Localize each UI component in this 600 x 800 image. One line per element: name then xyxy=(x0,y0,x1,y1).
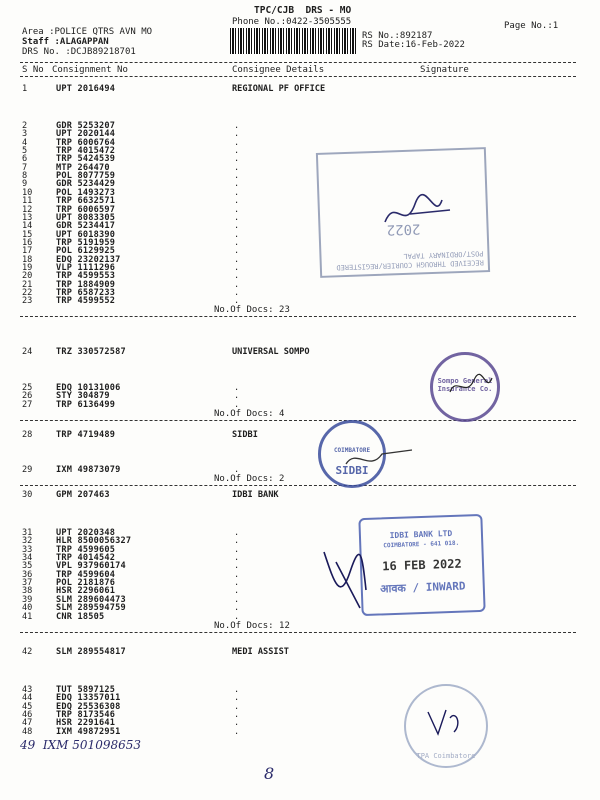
list-item xyxy=(22,726,240,737)
consignment-number: VLP 1111296 xyxy=(56,262,116,273)
signature-pf xyxy=(380,192,460,232)
list-item xyxy=(22,85,222,94)
consignment-number: GDR 5234429 xyxy=(56,179,116,190)
signature-placeholder: . xyxy=(234,718,240,729)
signature-placeholder: . xyxy=(234,594,240,605)
signature-placeholder: . xyxy=(234,701,240,712)
consignment-number: VPL 937960174 xyxy=(56,561,126,572)
signature-placeholder: . xyxy=(234,279,240,290)
serial-number: 27 xyxy=(22,399,33,410)
serial-number: 2 xyxy=(22,121,28,131)
serial-number: 22 xyxy=(22,288,33,298)
document-title: TPC/CJB DRS - MO xyxy=(254,5,352,16)
serial-number: 17 xyxy=(22,246,33,257)
signature-placeholder: . xyxy=(234,603,240,614)
consignment-number: EDQ 13357011 xyxy=(56,693,121,704)
serial-number: 28 xyxy=(22,430,33,440)
list-item xyxy=(22,465,240,475)
list-item xyxy=(22,431,222,440)
serial-number: 43 xyxy=(22,685,33,695)
consignment-number: STY 304879 xyxy=(56,391,110,402)
signature-placeholder: . xyxy=(234,129,240,140)
serial-number: 10 xyxy=(22,187,33,198)
serial-number: 8 xyxy=(22,171,28,182)
consignment-number: TRP 4599604 xyxy=(56,569,116,580)
signature-placeholder: . xyxy=(234,399,240,410)
consignment-number: UPT 2020144 xyxy=(56,129,116,140)
serial-number: 5 xyxy=(22,146,28,157)
signature-placeholder: . xyxy=(234,569,240,580)
handwritten-entry: 49 IXM 501098653 xyxy=(20,738,141,752)
phone-number: Phone No.:0422-3505555 xyxy=(232,17,352,27)
consignment-number: IXM 49873079 xyxy=(56,465,121,475)
serial-number: 29 xyxy=(22,465,33,475)
signature-placeholder: . xyxy=(234,611,240,622)
group-divider xyxy=(20,632,576,633)
divider xyxy=(20,62,576,63)
consignee-name: MEDI ASSIST xyxy=(232,647,289,657)
col-consignee: Consignee Details xyxy=(232,65,325,75)
serial-number: 18 xyxy=(22,254,33,265)
serial-number: 39 xyxy=(22,594,33,605)
serial-number: 11 xyxy=(22,196,33,207)
group-divider xyxy=(20,485,576,486)
consignment-number: GDR 5234417 xyxy=(56,221,116,232)
signature-placeholder: . xyxy=(234,162,240,173)
serial-number: 42 xyxy=(22,647,33,657)
idbi-stamp xyxy=(358,514,485,616)
signature-placeholder: . xyxy=(234,693,240,704)
consignment-number: TRZ 330572587 xyxy=(56,347,126,357)
signature-placeholder: . xyxy=(234,121,240,131)
signature-placeholder: . xyxy=(234,726,240,737)
signature-placeholder: . xyxy=(234,586,240,597)
medi-stamp-text: TPA Coimbatore xyxy=(416,752,476,760)
consignment-number: GPM 207463 xyxy=(56,490,110,500)
consignee-name: IDBI BANK xyxy=(232,490,279,500)
signature-placeholder: . xyxy=(234,391,240,402)
serial-number: 24 xyxy=(22,347,33,357)
signature-placeholder: . xyxy=(234,544,240,555)
consignment-number: POL 1493273 xyxy=(56,187,116,198)
signature-placeholder: . xyxy=(234,383,240,393)
list-item xyxy=(22,399,240,410)
consignee-name: REGIONAL PF OFFICE xyxy=(232,84,326,94)
serial-number: 41 xyxy=(22,611,33,622)
consignment-number: TRP 1884909 xyxy=(56,279,116,290)
serial-number: 31 xyxy=(22,528,33,538)
pf-stamp-text: RECEIVED THROUGH COURIER/REGISTERED POST/ORDINARY TAPAL xyxy=(336,249,484,272)
signature-placeholder: . xyxy=(234,154,240,165)
serial-number: 36 xyxy=(22,569,33,580)
group-divider xyxy=(20,316,576,317)
serial-number: 15 xyxy=(22,229,33,240)
signature-placeholder: . xyxy=(234,237,240,248)
signature-placeholder: . xyxy=(234,196,240,207)
docs-count: No.Of Docs: 12 xyxy=(214,620,290,631)
signature-placeholder: . xyxy=(234,137,240,148)
signature-placeholder: . xyxy=(234,254,240,265)
signature-medi xyxy=(424,704,468,740)
serial-number: 6 xyxy=(22,154,28,165)
serial-number: 16 xyxy=(22,237,33,248)
signature-placeholder: . xyxy=(234,262,240,273)
consignment-number: TUT 5897125 xyxy=(56,685,116,695)
serial-number: 38 xyxy=(22,586,33,597)
list-item xyxy=(22,296,240,307)
barcode xyxy=(230,28,356,58)
consignment-number: EDQ 10131006 xyxy=(56,383,121,393)
consignment-number: SLM 289554817 xyxy=(56,647,126,657)
consignment-number: TRP 4719489 xyxy=(56,430,116,440)
serial-number: 35 xyxy=(22,561,33,572)
list-item xyxy=(22,491,222,500)
docs-count: No.Of Docs: 23 xyxy=(214,305,290,316)
serial-number: 23 xyxy=(22,296,33,307)
serial-number: 30 xyxy=(22,490,33,500)
consignee-name: UNIVERSAL SOMPO xyxy=(232,347,310,357)
idbi-stamp-inward: आवक / INWARD xyxy=(379,579,466,596)
group-divider xyxy=(20,420,576,421)
consignment-number: HLR 8500056327 xyxy=(56,536,132,547)
drs-number: DRS No. :DCJB89218701 xyxy=(22,47,136,57)
consignment-number: SLM 289604473 xyxy=(56,594,126,605)
signature-placeholder: . xyxy=(234,246,240,257)
consignment-number: MTP 264470 xyxy=(56,162,110,173)
signature-placeholder: . xyxy=(234,229,240,240)
consignment-number: TRP 5424539 xyxy=(56,154,116,165)
serial-number: 13 xyxy=(22,212,33,223)
consignment-number: TRP 4599553 xyxy=(56,271,116,282)
idbi-stamp-line1: IDBI BANK LTD xyxy=(389,528,453,541)
area-label: Area :POLICE QTRS AVN MO xyxy=(22,27,153,37)
signature-placeholder: . xyxy=(234,187,240,198)
page-number: Page No.:1 xyxy=(504,21,559,31)
col-signature: Signature xyxy=(420,65,469,75)
consignment-number: TRP 6006597 xyxy=(56,204,116,215)
consignment-number: TRP 6136499 xyxy=(56,399,116,410)
signature-placeholder: . xyxy=(234,465,240,475)
consignment-number: GDR 5253207 xyxy=(56,121,116,131)
rs-date: RS Date:16-Feb-2022 xyxy=(362,40,465,50)
sompo-stamp-text: Sompo General Insurance Co. xyxy=(437,377,493,393)
staff-label: Staff :ALAGAPPAN xyxy=(22,37,109,47)
signature-placeholder: . xyxy=(234,288,240,298)
consignment-number: EDQ 23202137 xyxy=(56,254,121,265)
serial-number: 20 xyxy=(22,271,33,282)
signature-placeholder: . xyxy=(234,553,240,564)
serial-number: 25 xyxy=(22,383,33,393)
consignment-number: SLM 289594759 xyxy=(56,603,126,614)
col-consignment: Consignment No xyxy=(52,65,128,75)
serial-number: 37 xyxy=(22,578,33,589)
signature-placeholder: . xyxy=(234,710,240,721)
consignment-number: EDQ 25536308 xyxy=(56,701,121,712)
serial-number: 34 xyxy=(22,553,33,564)
serial-number: 40 xyxy=(22,603,33,614)
idbi-stamp-date: 16 FEB 2022 xyxy=(382,556,462,574)
list-item xyxy=(22,648,222,657)
consignment-number: TRP 4015472 xyxy=(56,146,116,157)
serial-number: 44 xyxy=(22,693,33,704)
serial-number: 14 xyxy=(22,221,33,232)
consignment-number: HSR 2296061 xyxy=(56,586,116,597)
signature-placeholder: . xyxy=(234,171,240,182)
signature-sompo xyxy=(446,372,496,402)
col-sno: S No xyxy=(22,65,44,75)
serial-number: 9 xyxy=(22,179,28,190)
serial-number: 48 xyxy=(22,726,33,737)
signature-placeholder: . xyxy=(234,179,240,190)
consignment-number: UPT 2020348 xyxy=(56,528,116,538)
consignment-number: POL 8077759 xyxy=(56,171,116,182)
consignment-number: TRP 5191959 xyxy=(56,237,116,248)
signature-placeholder: . xyxy=(234,561,240,572)
consignment-number: TRP 4014542 xyxy=(56,553,116,564)
consignment-number: TRP 4599605 xyxy=(56,544,116,555)
signature-placeholder: . xyxy=(234,528,240,538)
signature-placeholder: . xyxy=(234,296,240,307)
serial-number: 19 xyxy=(22,262,33,273)
handwritten-page-mark: 8 xyxy=(264,764,275,783)
sidbi-stamp-text: SIDBI xyxy=(335,464,369,477)
serial-number: 45 xyxy=(22,701,33,712)
rs-number: RS No.:892187 xyxy=(362,31,433,41)
signature-placeholder: . xyxy=(234,536,240,547)
consignment-number: UPT 2016494 xyxy=(56,84,116,94)
signature-placeholder: . xyxy=(234,221,240,232)
consignment-number: TRP 6632571 xyxy=(56,196,116,207)
consignment-number: TRP 8173546 xyxy=(56,710,116,721)
consignment-number: CNR 18505 xyxy=(56,611,105,622)
list-item xyxy=(22,611,240,622)
serial-number: 33 xyxy=(22,544,33,555)
serial-number: 3 xyxy=(22,129,28,140)
consignment-number: TRP 6006764 xyxy=(56,137,116,148)
list-item xyxy=(22,348,222,357)
signature-idbi xyxy=(316,542,376,612)
pf-stamp-date: 2022 xyxy=(386,220,421,238)
signature-placeholder: . xyxy=(234,271,240,282)
serial-number: 32 xyxy=(22,536,33,547)
serial-number: 47 xyxy=(22,718,33,729)
serial-number: 1 xyxy=(22,84,28,94)
consignment-number: UPT 6018390 xyxy=(56,229,116,240)
idbi-stamp-line2: COIMBATORE - 641 018. xyxy=(383,539,460,550)
consignment-number: IXM 49872951 xyxy=(56,726,121,737)
serial-number: 46 xyxy=(22,710,33,721)
consignment-number: TRP 4599552 xyxy=(56,296,116,307)
serial-number: 12 xyxy=(22,204,33,215)
signature-sidbi xyxy=(340,444,420,474)
signature-placeholder: . xyxy=(234,204,240,215)
consignee-name: SIDBI xyxy=(232,430,258,440)
signature-placeholder: . xyxy=(234,685,240,695)
docs-count: No.Of Docs: 4 xyxy=(214,408,285,419)
serial-number: 4 xyxy=(22,137,28,148)
consignment-number: TRP 6587233 xyxy=(56,288,116,298)
signature-placeholder: . xyxy=(234,146,240,157)
signature-placeholder: . xyxy=(234,212,240,223)
serial-number: 7 xyxy=(22,162,28,173)
serial-number: 21 xyxy=(22,279,33,290)
consignment-number: POL 2181876 xyxy=(56,578,116,589)
serial-number: 26 xyxy=(22,391,33,402)
divider xyxy=(20,76,576,77)
sidbi-stamp-sub: COIMBATORE xyxy=(333,447,371,454)
docs-count: No.Of Docs: 2 xyxy=(214,474,285,484)
signature-placeholder: . xyxy=(234,578,240,589)
consignment-number: HSR 2291641 xyxy=(56,718,116,729)
consignment-number: UPT 8083305 xyxy=(56,212,116,223)
consignment-number: POL 6129925 xyxy=(56,246,116,257)
